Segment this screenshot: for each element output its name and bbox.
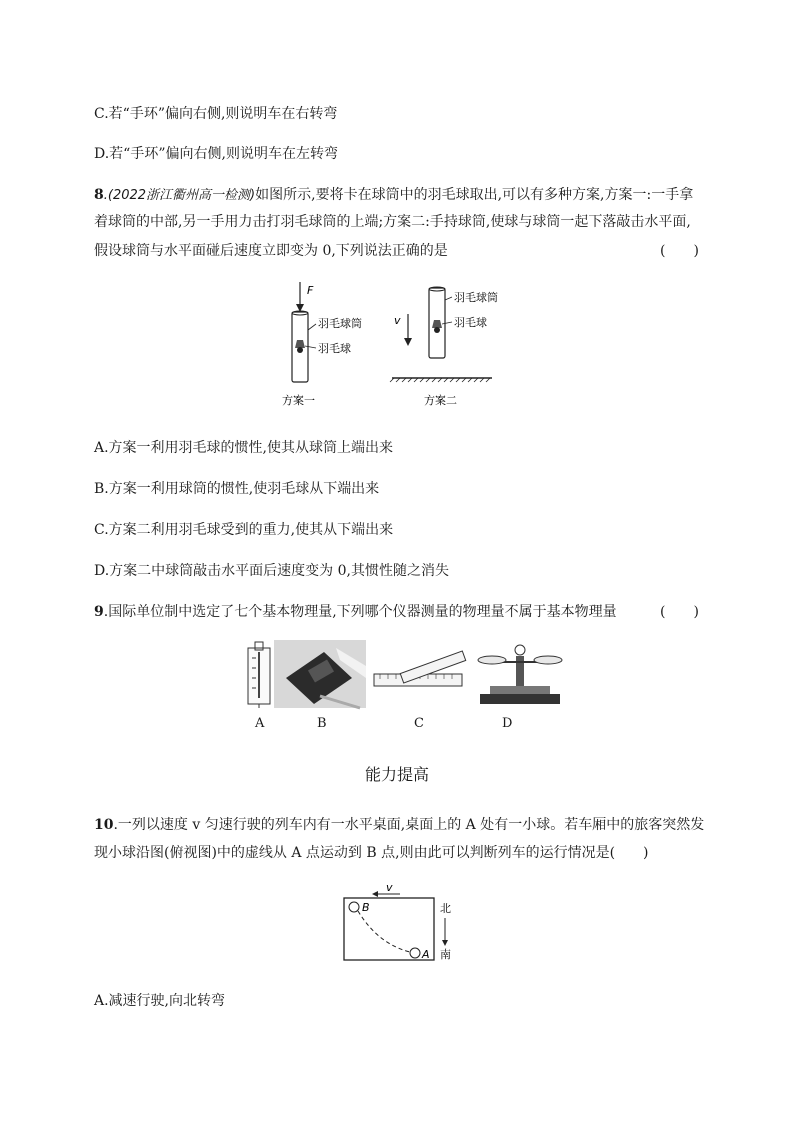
q10-text-1: .一列以速度 v 匀速行驶的列车内有一水平桌面,桌面上的 A 处有一小球。若车厢中的旅客突然发 — [113, 817, 705, 833]
train-velocity-arrowhead — [372, 891, 378, 897]
q9-stem — [94, 601, 617, 621]
tube2-label: 羽毛球筒 — [454, 291, 498, 304]
point-b-ball — [349, 902, 359, 912]
q8-option-a: A.方案一利用羽毛球的惯性,使其从球筒上端出来 — [94, 440, 394, 456]
q7-option-c: C.若“手环”偏向右侧,则说明车在右转弯 — [94, 106, 338, 122]
q8-stem-line2: 着球筒的中部,另一手用力击打羽毛球筒的上端;方案二:手持球筒,使球与球筒一起下落敲击水平面, — [94, 214, 691, 230]
q9-text: .国际单位制中选定了七个基本物理量,下列哪个仪器测量的物理量不属于基本物理量 — [103, 604, 617, 620]
q10-stem-line1 — [94, 814, 704, 834]
q9-label-d: D — [502, 716, 513, 731]
q8-option-c: C.方案二利用羽毛球受到的重力,使其从下端出来 — [94, 522, 394, 538]
south-arrowhead — [442, 940, 448, 946]
ball2-leader — [442, 322, 452, 324]
q9-label-b: B — [317, 716, 327, 731]
q8-option-d: D.方案二中球筒敲击水平面后速度变为 0,其惯性随之消失 — [94, 563, 449, 579]
spring-scale-image — [248, 642, 270, 708]
timer-image — [274, 640, 366, 708]
scheme1-caption: 方案一 — [282, 394, 315, 407]
section-title: 能力提高 — [364, 765, 429, 784]
q7-option-d: D.若“手环”偏向右侧,则说明车在左转弯 — [94, 146, 338, 162]
q9-label-a: A — [255, 716, 265, 731]
table-top-view — [344, 898, 434, 960]
north-label: 北 — [440, 902, 451, 915]
q8-figure — [270, 280, 510, 415]
ball1-label: 羽毛球 — [318, 342, 351, 355]
q8-answer-paren: ( ) — [660, 243, 699, 259]
train-velocity-label: v — [386, 881, 393, 894]
q8-option-b: B.方案一利用球筒的惯性,使羽毛球从下端出来 — [94, 481, 380, 497]
scheme2-diagram — [390, 287, 498, 407]
q8-source: .(2022浙江衢州高一检测) — [103, 188, 256, 203]
q10-stem-line2: 现小球沿图(俯视图)中的虚线从 A 点运动到 B 点,则由此可以判断列车的运行情况是( ) — [94, 845, 649, 861]
point-a-label: A — [422, 948, 430, 961]
balance-image — [478, 645, 562, 704]
ball1-leader — [305, 346, 316, 348]
q10-option-a: A.减速行驶,向北转弯 — [94, 993, 226, 1009]
q10-figure — [338, 878, 468, 964]
force-label: F — [307, 284, 314, 297]
shuttlecock2-icon — [432, 320, 442, 333]
tube1-label: 羽毛球筒 — [318, 317, 362, 330]
velocity-arrowhead — [404, 338, 412, 346]
tube1-leader — [308, 324, 316, 330]
q9-label-c: C — [414, 716, 424, 731]
ball-path-dashed — [358, 911, 410, 952]
q8-stem-line3: 假设球筒与水平面碰后速度立即变为 0,下列说法正确的是 — [94, 243, 448, 259]
q9-answer-paren: ( ) — [660, 604, 699, 620]
point-b-label: B — [362, 901, 370, 914]
q10-number: 10 — [94, 817, 114, 833]
q8-text-1: 如图所示,要将卡在球筒中的羽毛球取出,可以有多种方案,方案一:一手拿 — [255, 187, 694, 203]
ball2-label: 羽毛球 — [454, 316, 487, 329]
q9-number: 9 — [94, 604, 104, 620]
south-label: 南 — [440, 948, 451, 961]
q8-number: 8 — [94, 187, 104, 203]
ruler-image — [374, 651, 466, 686]
shuttlecock1-icon — [295, 340, 305, 353]
q8-stem-line1 — [94, 184, 693, 204]
scheme2-caption: 方案二 — [424, 394, 457, 407]
tube2-leader — [445, 297, 452, 300]
velocity-label: v — [394, 314, 401, 327]
q9-instruments-figure — [240, 638, 570, 710]
scheme1-diagram — [282, 282, 362, 407]
point-a-ball — [410, 948, 420, 958]
